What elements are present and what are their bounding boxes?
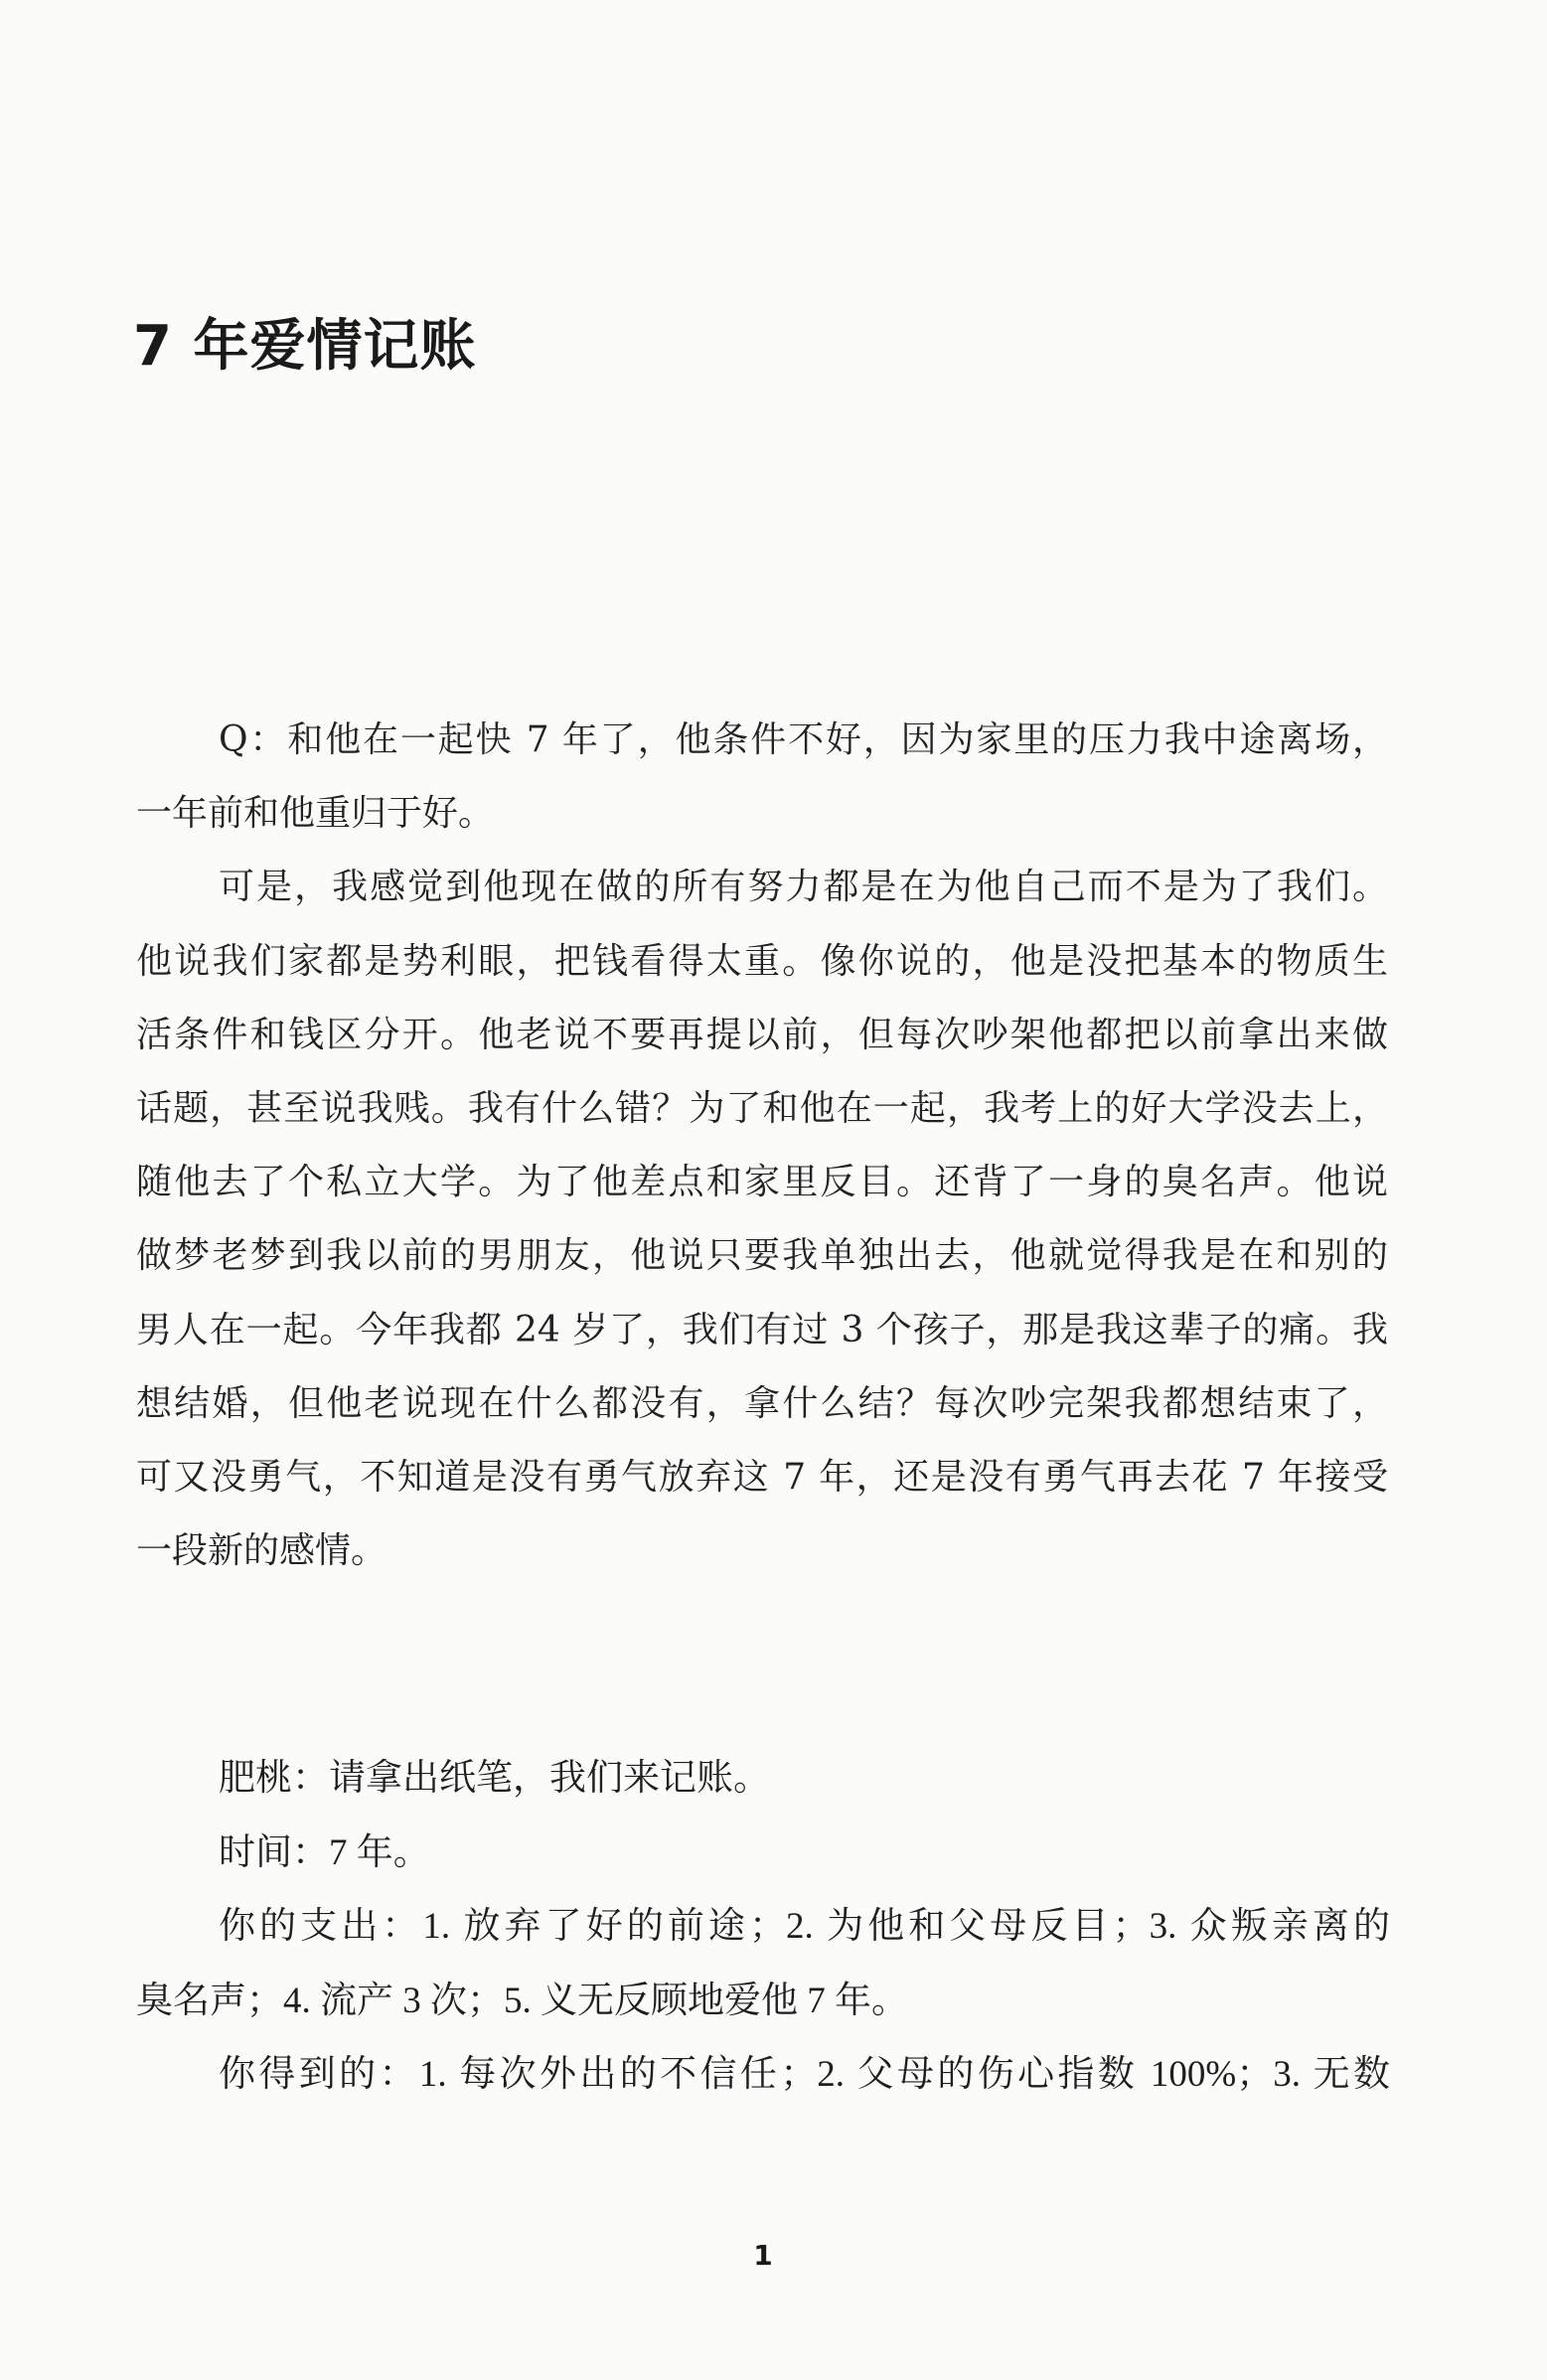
page-title: 7 年爱情记账: [133, 314, 477, 379]
question-line: 可是，我感觉到他现在做的所有努力都是在为他自己而不是为了我们。: [219, 867, 1388, 908]
question-line: 想结婚，但他老说现在什么都没有，拿什么结？每次吵完架我都想结束了，: [136, 1382, 1388, 1424]
answer-line: 臭名声；4. 流产 3 次；5. 义无反顾地爱他 7 年。: [136, 1980, 908, 2021]
question-line: 男人在一起。今年我都 24 岁了，我们有过 3 个孩子，那是我这辈子的痛。我: [136, 1309, 1388, 1350]
answer-section: [136, 1742, 1390, 2113]
answer-line: 时间：7 年。: [219, 1831, 430, 1873]
answer-line: 你的支出：1. 放弃了好的前途；2. 为他和父母反目；3. 众叛亲离的: [219, 1906, 1390, 1947]
answer-line: 肥桃：请拿出纸笔，我们来记账。: [219, 1758, 770, 1799]
question-line: 活条件和钱区分开。他老说不要再提以前，但每次吵架他都把以前拿出来做: [136, 1014, 1388, 1055]
question-line: 随他去了个私立大学。为了他差点和家里反目。还背了一身的臭名声。他说: [136, 1162, 1388, 1203]
question-line: Q：和他在一起快 7 年了，他条件不好，因为家里的压力我中途离场，: [219, 719, 1388, 760]
page-number: 1: [753, 2239, 773, 2272]
question-line: 一年前和他重归于好。: [136, 793, 495, 835]
answer-line: 你得到的：1. 每次外出的不信任；2. 父母的伤心指数 100%；3. 无数: [219, 2054, 1390, 2095]
question-line: 话题，甚至说我贱。我有什么错？为了和他在一起，我考上的好大学没去上，: [136, 1087, 1388, 1129]
question-line: 可又没勇气，不知道是没有勇气放弃这 7 年，还是没有勇气再去花 7 年接受: [136, 1456, 1388, 1498]
question-line: 他说我们家都是势利眼，把钱看得太重。像你说的，他是没把基本的物质生: [136, 940, 1388, 982]
question-section: [136, 704, 1388, 1588]
question-line: 一段新的感情。: [136, 1530, 387, 1572]
question-line: 做梦老梦到我以前的男朋友，他说只要我单独出去，他就觉得我是在和别的: [136, 1235, 1388, 1277]
